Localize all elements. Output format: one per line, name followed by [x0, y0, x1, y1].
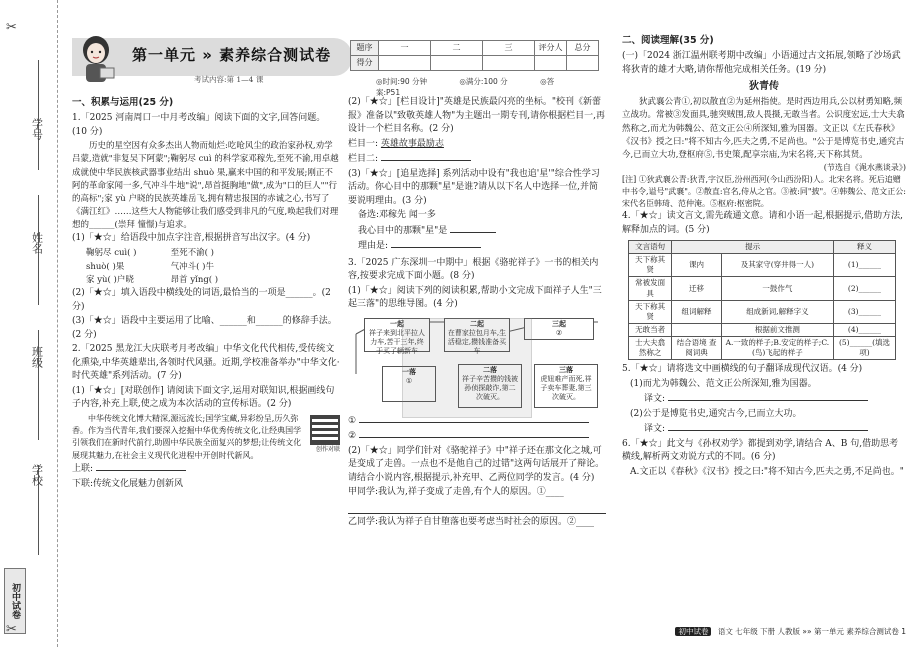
- question-1-2: (2)「★☆」填入语段中横线处的词语,最恰当的一项是______。(2 分): [72, 288, 331, 312]
- translation-input[interactable]: [668, 422, 868, 431]
- column-a-label: 栏目一:: [348, 138, 379, 149]
- pinyin-grid: [72, 247, 340, 287]
- answer-page: ◎答案:P51: [376, 77, 555, 98]
- table-row: 无敢当者 根据前文推测 (4)______: [629, 323, 896, 336]
- table-header: 文言语句: [629, 241, 672, 254]
- stage-title: 二落: [483, 365, 497, 374]
- star-input[interactable]: [450, 224, 496, 233]
- annotations: [注] ①狄武襄公青:狄青,字汉臣,汾州西河(今山西汾阳)人。北宋名将。死后追赠中书令,谥号"武襄"。②散直:官名,侍从之官。③被:同"披"。④韩魏公、范文正公:宋代名臣韩琦、范仲淹。⑤枢府:枢密院。: [622, 175, 906, 209]
- classical-passage: 狄武襄公青①,初以散直②为延州指使。是时西边用兵,公以材勇知略,频立战功。常被③发面具,驰突贼围,敌人畏摄,无敢当者。公识度宏远,士大夫翕然称之,而尤为韩魏公、范文正公④所深知,雅为国器。文正以《左氏春秋》《汉书》授之曰:"将不知古今,匹夫之勇,不足尚也。"公于是博览书史,通究古今,已而立大功,登枢府⑤,书史策,配享宗庙,为宋名将,天下称其贤。: [622, 97, 905, 160]
- column-left: [72, 96, 340, 492]
- label-class: 班级: [30, 346, 44, 368]
- question-2: 2.「2025 黑龙江大庆联考月考改编」中华文化代代相传,受传统文化熏染,中华英雄辈出,各领时代风骚。近期,学校准备举办"中华文化·时代英雄"系列活动。(7 分): [72, 344, 340, 382]
- question-2-2: (2)「★☆」[栏目设计]"英雄是民族最闪亮的坐标。"校刊《新蕾报》准备以"致敬英雄人物"为主题出一期专刊,请你根据栏目一,再设计一个栏目名称。(2 分): [348, 97, 606, 134]
- stage-title: 三起: [552, 319, 566, 328]
- answer-input[interactable]: [359, 429, 589, 438]
- section-heading: 一、积累与运用(25 分): [72, 97, 174, 108]
- translation-2: [622, 422, 906, 437]
- column-middle: [348, 96, 606, 530]
- table-row: 士大夫翕然称之 结合语境 查阅词典 A.一致的样子;B.安定的样子;C.(鸟)飞起的样子 (5)______(填选项): [629, 337, 896, 360]
- stage-text: 祥子辛苦攒的钱被孙侦探敲诈,第二次破灭。: [462, 374, 518, 401]
- exam-points: ◎满分:100 分: [459, 77, 508, 86]
- question-2-1: (1)「★☆」[对联创作] 请阅读下面文字,运用对联知识,根据画线句子内容,补充上联,使之成为本次活动的宣传标语。(2 分): [72, 385, 335, 410]
- star-label: 我心目中的那颗"星"是: [358, 225, 448, 236]
- pinyin-item[interactable]: shuò( )果: [86, 261, 125, 272]
- upper-label: 上联:: [72, 464, 94, 475]
- stage-title: 一起: [390, 319, 404, 328]
- exam-time: ◎时间:90 分钟: [376, 77, 427, 86]
- answer-mark: ①: [348, 415, 357, 426]
- pinyin-item[interactable]: 家 yù( )户晓: [86, 275, 134, 286]
- question-1-1: (1)「★☆」给语段中加点字注音,根据拼音写出汉字。(4 分): [72, 233, 311, 244]
- answer-line-2: [348, 429, 606, 444]
- upper-couplet: [72, 462, 340, 477]
- header-banner: [72, 34, 604, 98]
- star-choice: [348, 224, 606, 239]
- quote-a: A.文正以《春秋》《汉书》授之曰:"将不知古今,匹夫之勇,不足尚也。": [630, 466, 904, 477]
- score-cell[interactable]: [431, 56, 483, 71]
- score-cell[interactable]: [535, 56, 567, 71]
- pinyin-item[interactable]: 至死不渝( ): [170, 247, 214, 258]
- section-heading: 二、阅读理解(35 分): [622, 35, 714, 46]
- question-5: 5.「★☆」请将选文中画横线的句子翻译成现代汉语。(4 分): [622, 364, 863, 375]
- table-row: 天下称其贤 组词解释 组成新词,解释字义 (3)______: [629, 300, 896, 323]
- passage-title: 狄青传: [749, 81, 779, 93]
- column-a: [348, 138, 606, 152]
- score-cell[interactable]: [483, 56, 535, 71]
- label-student-id: 学号: [30, 118, 44, 140]
- column-right: [622, 34, 906, 480]
- translation-1: [622, 392, 906, 407]
- translation-label: 译文:: [644, 424, 666, 435]
- question-1: 1.「2025 河南周口一中月考改编」阅读下面的文字,回答问题。(10 分): [72, 113, 326, 137]
- qr-caption: 创作对联: [315, 445, 340, 453]
- grader-label: 评分人: [535, 41, 567, 56]
- stage-text: 在曹家拉包月车,生活稳定,攒钱准备买车: [447, 328, 507, 355]
- exam-scope: 考试内容:第 1—4 课: [194, 75, 264, 84]
- quote-passage: 中华传统文化博大精深,源远流长;国学宝藏,异彩纷呈,历久弥香。作为当代青年,我们要深入挖掘中华优秀传统文化,让经典国学引领我们在新时代前行,助圆中华民族全面复兴的梦想;让传统文化展现其魅力,在社会主义现代化进程中开创时代新风。: [72, 413, 302, 460]
- score-col: 三: [483, 41, 535, 56]
- question-1-3: (3)「★☆」语段中主要运用了比喻、______和______的修辞手法。(2 分): [72, 316, 337, 340]
- fill-line: [38, 60, 39, 170]
- table-row: 天下称其贤 课内 及其家守(穿井得一人) (1)______: [629, 254, 896, 277]
- question-3: 3.「2025 广东深圳一中期中」根据《骆驼祥子》一书的相关内容,按要求完成下面小题。(8 分): [348, 257, 599, 281]
- score-cell[interactable]: [567, 56, 599, 71]
- label-school: 学校: [30, 464, 44, 486]
- table-header: 提示: [672, 241, 834, 254]
- question-3-1: (1)「★☆」阅读下列的阅读积累,帮助小文完成下面祥子人生"三起三落"的思维导图。(4 分): [348, 285, 602, 309]
- stage-title: 三落: [559, 365, 573, 374]
- score-col: 一: [379, 41, 431, 56]
- page-title: 第一单元 » 素养综合测试卷: [132, 46, 332, 64]
- page-number: 1: [901, 627, 906, 636]
- page-footer: [675, 626, 906, 637]
- passage-source: (节选自《渑水燕谈录》): [823, 163, 906, 173]
- question-5-2: (2)公于是博览书史,通究古今,已而立大功。: [630, 408, 802, 419]
- pinyin-item[interactable]: 昂首 yǐng( ): [170, 275, 219, 286]
- stage-title: 一落: [402, 367, 416, 376]
- brand-logo: 初中试卷: [4, 568, 26, 634]
- translation-label: 译文:: [644, 394, 666, 405]
- label-name: 姓名: [30, 232, 44, 254]
- score-cell[interactable]: [379, 56, 431, 71]
- reason-input[interactable]: [391, 239, 481, 248]
- reading-intro: (一)「2024 浙江温州联考期中改编」小语通过古文拓展,领略了沙场武将狄青的雄才大略,请你帮他完成相关任务。(19 分): [622, 51, 901, 75]
- translation-input[interactable]: [668, 392, 868, 401]
- candidates: 备选:邓稼先 闻一多: [358, 210, 436, 220]
- score-table: [350, 40, 599, 71]
- column-b-label: 栏目二:: [348, 154, 379, 164]
- total-label: 总分: [567, 41, 599, 56]
- score-row-label: 得分: [351, 56, 379, 71]
- stage-text: 虎妞难产而死,祥子卖车葬妻,第三次破灭。: [540, 374, 592, 401]
- pinyin-item[interactable]: 气冲斗( )牛: [170, 261, 214, 272]
- cartoon-student-icon: [74, 34, 118, 84]
- binding-strip: [0, 0, 58, 647]
- passage: 历史的星空因有众多杰出人物而灿烂:吃呛风尘的政治家孙权,劝学吕蒙,造就"非复吴下阿蒙";鞠躬尽 cuì 的科学家邓稼先,至死不渝,用卓越成就使中华民族核武器事业结出 shuò 果,赢来中国的和平发展;刚正不阿的革命家闻一多,气冲斗牛地"说",昂首挺胸地"做",成为"口的巨人""行的高标";家 yù 户晓的民族英雄岳飞,拥有精忠报国的赤诚之心,书写了《满江红》……这些大人物能够让我们感受到非凡的气度,唤起我们对理想的______(崇拜 憧憬)与追求。: [72, 141, 339, 231]
- column-b-input[interactable]: [381, 152, 471, 161]
- question-6: 6.「★☆」此文与《孙权劝学》都提到劝学,请结合 A、B 句,借助思考横线,解析两文劝说方式的不同。(6 分): [622, 438, 899, 463]
- stage-down-3: [534, 364, 598, 408]
- stage-blank[interactable]: ①: [405, 376, 413, 385]
- column-a-value: 英雄故事最励志: [380, 138, 444, 149]
- pinyin-item[interactable]: 鞠躬尽 cuì( ): [86, 247, 137, 258]
- watermark-stamp: [402, 318, 532, 418]
- question-2-3: (3)「★☆」[追星选择] 系列活动中设有"我也追'星'"综合性学习活动。你心目中的那颗"星"是谁?请从以下名人中选择一位,并简要说明理由。(3 分): [348, 168, 600, 206]
- reason: [348, 239, 606, 254]
- question-3-2: (2)「★☆」同学们针对《骆驼祥子》中"祥子还在那文化之城,可是变成了走兽。一点也不是他自己的过错"这两句话展开了辩论。请结合小说内容,根据提示,补充甲、乙两位同学的发言。(4 分): [348, 445, 605, 483]
- table-header: 释义: [833, 241, 895, 254]
- student-jia: 甲同学:我认为,祥子变成了走兽,有个人的原因。①____: [348, 487, 564, 497]
- upper-input[interactable]: [96, 462, 186, 471]
- score-col: 二: [431, 41, 483, 56]
- lower-couplet: 下联:传统文化展魅力创新风: [72, 478, 184, 489]
- stage-blank[interactable]: ②: [555, 328, 563, 337]
- scissors-icon: ✂: [6, 622, 17, 637]
- question-5-1: (1)而尤为韩魏公、范文正公所深知,雅为国器。: [630, 378, 817, 389]
- stage-text: 祥子来到北平拉人力车,苦干三年,终于买了辆新车: [369, 328, 425, 355]
- qr-code-icon: [310, 415, 340, 445]
- answer-mark: ②: [348, 431, 357, 441]
- answer-input[interactable]: [348, 502, 606, 514]
- column-b: [348, 152, 606, 167]
- translation-table: [628, 240, 896, 360]
- footer-badge: 初中试卷: [675, 627, 711, 636]
- stage-up-3: [524, 318, 594, 340]
- scissors-icon: ✂: [6, 20, 17, 35]
- reason-label: 理由是:: [358, 241, 389, 251]
- score-row-label: 题序: [351, 41, 379, 56]
- footer-text: 语文 七年级 下册 人教版 »» 第一单元 素养综合测试卷: [717, 627, 899, 636]
- student-yi: 乙同学:我认为祥子自甘堕落也要考虑当时社会的原因。②____: [348, 516, 595, 527]
- stage-title: 二起: [470, 319, 484, 328]
- table-row: 常被发面具 迁移 一鼓作气 (2)______: [629, 277, 896, 300]
- question-4: 4.「★☆」读文言文,需先疏通文意。请和小语一起,根据提示,借助方法,解释加点的词。(5 分): [622, 211, 904, 235]
